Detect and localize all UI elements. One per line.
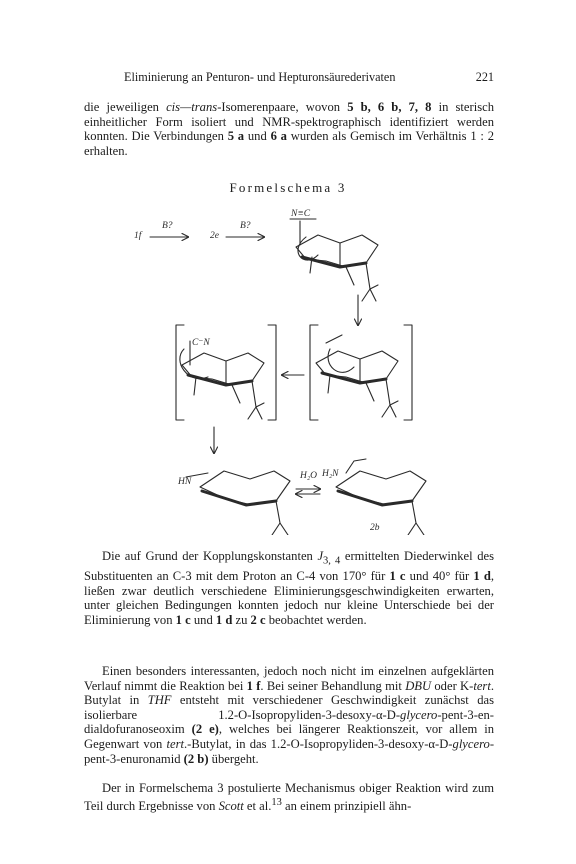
label-arrow1: B? (162, 221, 173, 231)
label-2b: 2b (370, 523, 380, 533)
running-title: Eliminierung an Penturon- und Hepturonsäurederivaten (124, 70, 396, 84)
label-1f: 1f (134, 231, 142, 241)
paragraph-4: Der in Formelschema 3 postulierte Mechanismus obiger Reaktion wird zum Teil durch Ergebnisse von Scott et al.$^{13}$ an einem prinzipiell ähn- (84, 781, 494, 813)
arrow-water (296, 489, 320, 494)
page-number: 221 (475, 70, 494, 84)
label-2e: 2e (210, 231, 219, 241)
structure-bottom-left (186, 471, 290, 535)
paragraph-2: Die auf Grund der Kopplungskonstanten $J_{3, 4}$ ermittelten Diederwinkel des Substituenten an C-3 mit dem Proton an C-4 von 170° für 1 c und 40° für 1 d, ließen zwar deutlich verschiedene Eliminierungsgeschwindigkeiten erwarten, unter gleichen Bedingungen konnten jedoch nur kleine Unterschiede bei der Eliminierung von 1 c und 1 d zu 2 c beobachtet werden. (84, 549, 494, 627)
structure-bottom-right (336, 459, 426, 535)
label-anion: C⁻N (192, 338, 210, 348)
structure-top-right (290, 219, 378, 301)
label-water: H₂O (300, 471, 318, 481)
structure-middle-left (176, 325, 276, 420)
paragraph-1: die jeweiligen cis—trans-Isomerenpaare, wovon 5 b, 6 b, 7, 8 in sterisch einheitlicher Form isoliert und NMR-spektrographisch identifiziert werden konnten. Die Verbindungen 5 a und 6 a wurden als Gemisch im Verhältnis 1 : 2 erhalten. (84, 100, 495, 158)
structure-middle-right (310, 325, 412, 420)
label-imine: HN (178, 477, 192, 487)
scheme-title: Formelschema 3 (229, 180, 347, 195)
label-nitrile: N≡C (291, 209, 311, 219)
reaction-scheme-drawing (0, 205, 576, 535)
label-amide: H₂N (322, 469, 339, 479)
paragraph-3: Einen besonders interessanten, jedoch noch nicht im einzelnen aufgeklärten Verlauf nimmt die Reaktion bei 1 f. Bei seiner Behandlung mit DBU oder K-tert. Butylat in THF entsteht mit verschiedener Geschwindigkeit zunächst das isolierbare 1.2-O-Isopropyliden-3-desoxy-α-D-glycero-pent-3-en-dialdofuranoseoxim (2 e), welches bei längerer Reaktionszeit, vor allem in Gegenwart von tert.-Butylat, in das 1.2-O-Isopropyliden-3-desoxy-α-D-glycero-pent-3-enuronamid (2 b) übergeht. (84, 664, 495, 766)
reaction-scheme (0, 205, 576, 535)
label-arrow2: B? (240, 221, 251, 231)
